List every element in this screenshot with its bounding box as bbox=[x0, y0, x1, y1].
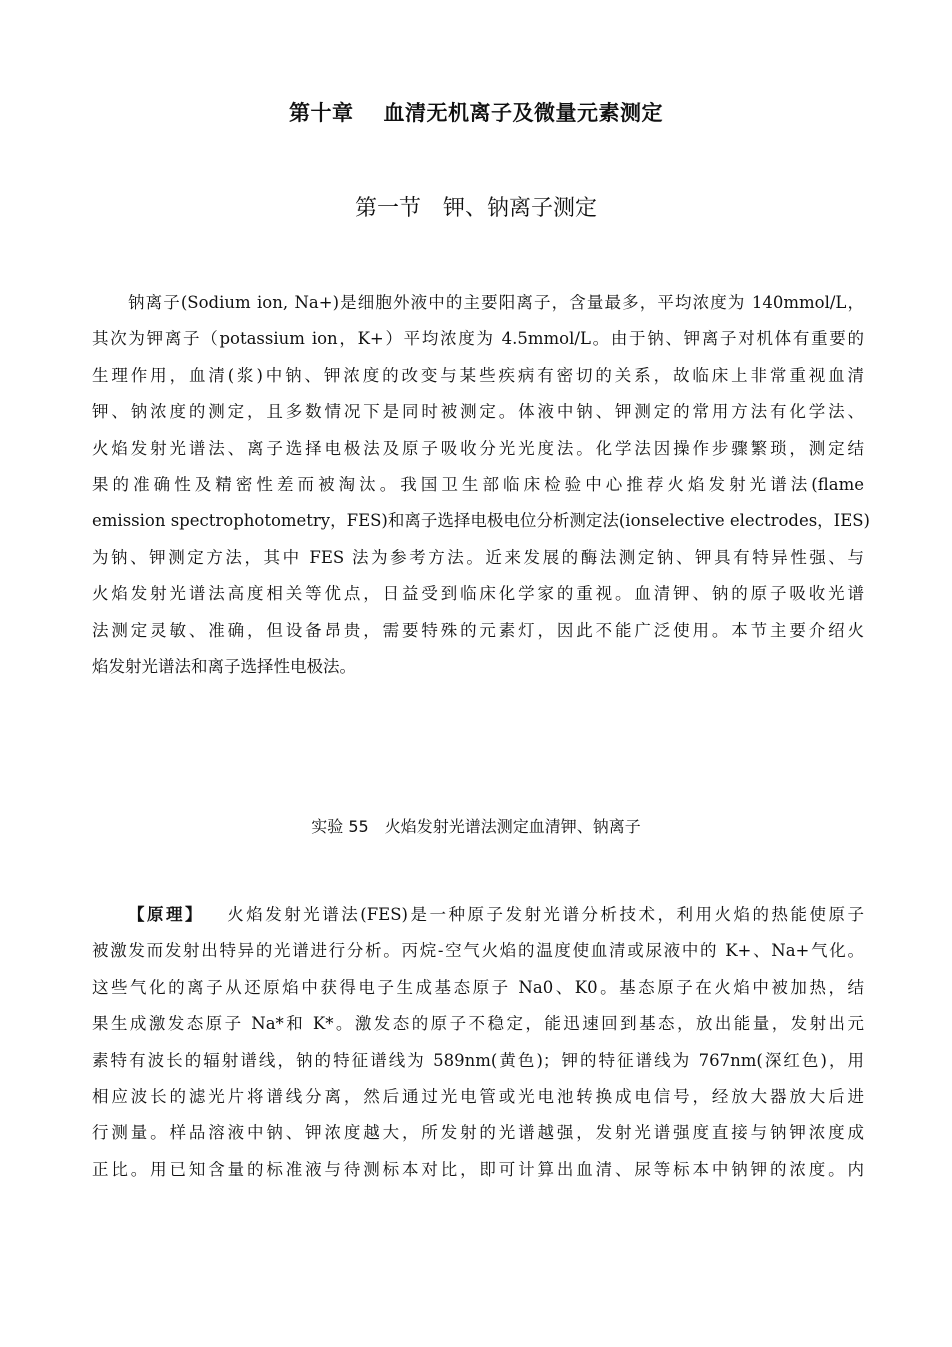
chapter-name: 血清无机离子及微量元素测定 bbox=[383, 101, 663, 125]
experiment-title bbox=[0, 812, 952, 842]
paragraph-line: 法测定灵敏、准确，但设备昂贵，需要特殊的元素灯，因此不能广泛使用。本节主要介绍火 bbox=[92, 620, 864, 640]
paragraph-line bbox=[92, 897, 864, 933]
principle-paragraph bbox=[92, 897, 864, 1188]
section-name: 钾、钠离子测定 bbox=[443, 196, 598, 221]
paragraph-line: 钾、钠浓度的测定，且多数情况下是同时被测定。体液中钠、钾测定的常用方法有化学法、 bbox=[92, 402, 864, 422]
chapter-title bbox=[0, 98, 952, 128]
paragraph-line: 火焰发射光谱法高度相关等优点，日益受到临床化学家的重视。血清钾、钠的原子吸收光谱 bbox=[92, 584, 864, 604]
paragraph-line: 素特有波长的辐射谱线，钠的特征谱线为 589nm(黄色)；钾的特征谱线为 767nm(深红色)，用 bbox=[92, 1050, 864, 1070]
section-number: 第一节 bbox=[354, 196, 421, 221]
paragraph-line: 焰发射光谱法和离子选择性电极法。 bbox=[92, 656, 356, 676]
paragraph-line: 这些气化的离子从还原焰中获得电子生成基态原子 Na0、K0。基态原子在火焰中被加热，结 bbox=[92, 977, 864, 997]
paragraph-line: emission spectrophotometry，FES)和离子选择电极电位分析测定法(ionselective electrodes，IES) bbox=[92, 511, 870, 531]
chapter-number: 第十章 bbox=[289, 101, 354, 125]
paragraph-line: 行测量。样品溶液中钠、钾浓度越大，所发射的光谱越强，发射光谱强度直接与钠钾浓度成 bbox=[92, 1123, 864, 1143]
paragraph-line: 正比。用已知含量的标准液与待测标本对比，即可计算出血清、尿等标本中钠钾的浓度。内 bbox=[92, 1159, 864, 1179]
paragraph-line: 为钠、钾测定方法，其中 FES 法为参考方法。近来发展的酶法测定钠、钾具有特异性强、与 bbox=[92, 547, 864, 567]
paragraph-line: 钠离子(Sodium ion, Na+)是细胞外液中的主要阳离子，含量最多，平均浓度为 140mmol/L， bbox=[128, 293, 864, 312]
intro-paragraph bbox=[92, 285, 870, 685]
paragraph-line: 其次为钾离子（potassium ion，K+）平均浓度为 4.5mmol/L。由于钠、钾离子对机体有重要的 bbox=[92, 329, 864, 349]
paragraph-line: 果的准确性及精密性差而被淘汰。我国卫生部临床检验中心推荐火焰发射光谱法(flame bbox=[92, 474, 864, 494]
paragraph-line: 相应波长的滤光片将谱线分离，然后通过光电管或光电池转换成电信号，经放大器放大后进 bbox=[92, 1086, 864, 1106]
experiment-number: 实验 55 bbox=[311, 817, 369, 836]
section-title bbox=[0, 193, 952, 225]
paragraph-line: 火焰发射光谱法、离子选择电极法及原子吸收分光光度法。化学法因操作步骤繁琐，测定结 bbox=[92, 438, 864, 458]
paragraph-line: 生理作用，血清(浆)中钠、钾浓度的改变与某些疾病有密切的关系，故临床上非常重视血清 bbox=[92, 365, 864, 385]
principle-label: 【原理】 bbox=[128, 905, 205, 924]
principle-line-text: 火焰发射光谱法(FES)是一种原子发射光谱分析技术，利用火焰的热能使原子 bbox=[227, 905, 865, 924]
paragraph-line: 果生成激发态原子 Na*和 K*。激发态的原子不稳定，能迅速回到基态，放出能量，发射出元 bbox=[92, 1014, 864, 1034]
paragraph-line: 被激发而发射出特异的光谱进行分析。丙烷-空气火焰的温度使血清或尿液中的 K+、Na+气化。 bbox=[92, 941, 864, 961]
experiment-name: 火焰发射光谱法测定血清钾、钠离子 bbox=[384, 817, 641, 836]
